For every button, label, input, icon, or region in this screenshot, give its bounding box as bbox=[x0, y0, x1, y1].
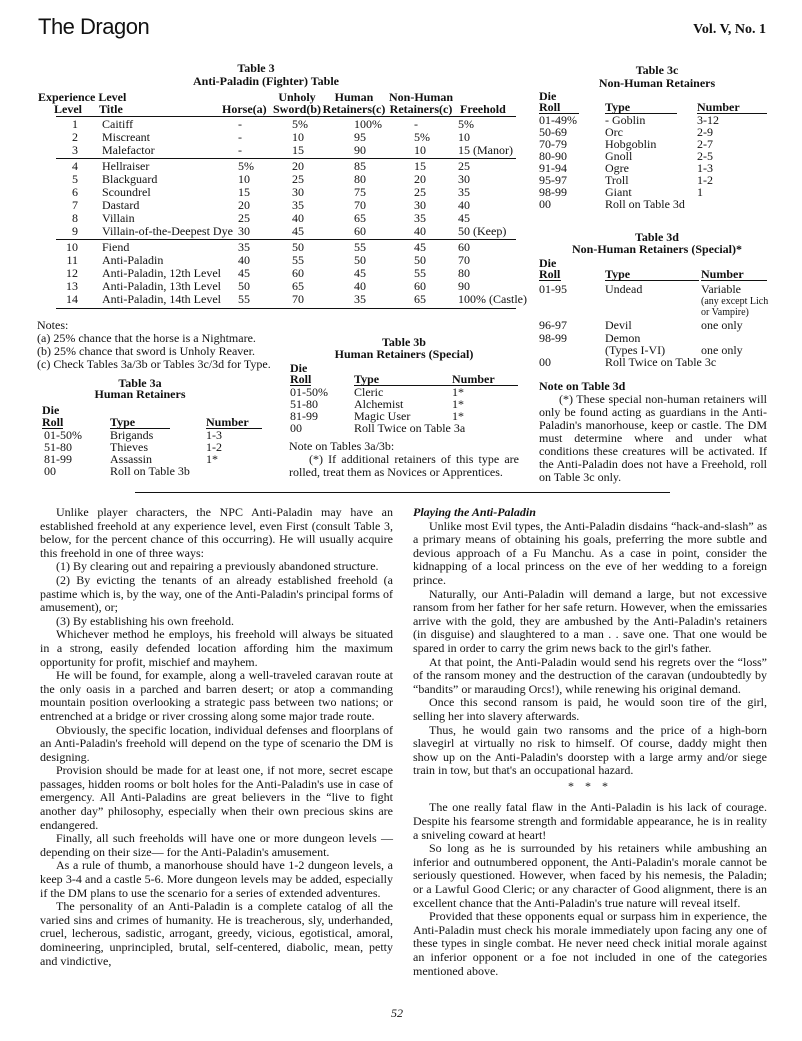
section-break-stars: * * * bbox=[568, 778, 612, 793]
cell-nonhuman-retainers: 10 bbox=[414, 143, 426, 157]
cell-roll: 01-49% bbox=[539, 113, 577, 127]
cell-nonhuman-retainers: 60 bbox=[414, 279, 426, 293]
cell-unholy-sword: 55 bbox=[292, 253, 304, 267]
cell-number: 1* bbox=[452, 409, 464, 423]
cell-unholy-sword: 15 bbox=[292, 143, 304, 157]
cell-type: Giant bbox=[605, 185, 632, 199]
magazine-title: The Dragon bbox=[38, 14, 150, 39]
cell-horse: 15 bbox=[238, 185, 250, 199]
paragraph: Provision should be made for at least one, if not more, secret escape passages, hidden rooms or bolt holes for the Anti-Paladin's use in case of emergency. All Anti-Paladins are great believers in the “live to fight another day” philosophy, especially when their own precious skins are endangered. bbox=[40, 763, 393, 832]
table-bottom-rule bbox=[56, 308, 516, 309]
col-horse: Horse(a) bbox=[222, 102, 267, 116]
cell-title: Dastard bbox=[102, 198, 140, 212]
table-3a bbox=[40, 377, 264, 477]
cell-level: 12 bbox=[66, 266, 78, 280]
cell-freehold: 30 bbox=[458, 172, 470, 186]
t3d-roll-2: 96-97 bbox=[539, 318, 567, 332]
table-3c-subtitle: Non-Human Retainers bbox=[598, 76, 716, 90]
cell-freehold: 10 bbox=[458, 130, 470, 144]
cell-roll: 00 bbox=[539, 197, 551, 211]
cell-unholy-sword: 10 bbox=[292, 130, 304, 144]
cell-unholy-sword: 35 bbox=[292, 198, 304, 212]
col-level: Level bbox=[54, 102, 82, 116]
right-column bbox=[413, 506, 767, 978]
t3d-number-1-note-a: (any except Lich bbox=[701, 296, 769, 307]
cell-nonhuman-retainers: 15 bbox=[414, 159, 426, 173]
cell-title: Blackguard bbox=[102, 172, 158, 186]
cell-roll: 00 bbox=[44, 464, 56, 478]
cell-unholy-sword: 50 bbox=[292, 240, 304, 254]
t3d-number-1-note-b: or Vampire) bbox=[701, 307, 749, 318]
cell-human-retainers: 35 bbox=[354, 292, 366, 306]
table-row bbox=[36, 144, 520, 157]
cell-level: 10 bbox=[66, 240, 78, 254]
cell-level: 3 bbox=[72, 143, 78, 157]
cell-roll: 98-99 bbox=[539, 185, 567, 199]
paragraph: Whichever method he employs, his freehold will always be situated in a strong, easily defended location affording him the maximum opportunity for profit, mischief and mayhem. bbox=[40, 627, 393, 669]
cell-nonhuman-retainers: 40 bbox=[414, 224, 426, 238]
paragraph: Obviously, the specific location, individual defenses and floorplans of an Anti-Paladin's freehold will depend on the type of scenario the DM is designing. bbox=[40, 722, 393, 764]
table-3-notes bbox=[37, 319, 277, 371]
table-3d bbox=[537, 231, 769, 371]
cell-human-retainers: 65 bbox=[354, 211, 366, 225]
paragraph: (2) By evicting the tenants of an already established freehold (a pastime which is, by the way, one of the Anti-Paladin's principal forms of amusement), or; bbox=[40, 572, 393, 615]
t3d-roll-1: 01-95 bbox=[539, 282, 567, 296]
table-3 bbox=[36, 61, 527, 312]
table-3a-title: Table 3a bbox=[118, 376, 162, 390]
col-number: Number bbox=[206, 416, 262, 429]
cell-roll: 51-80 bbox=[44, 440, 72, 454]
cell-type: Cleric bbox=[354, 385, 384, 399]
cell-freehold: 45 bbox=[458, 211, 470, 225]
table-3d-note bbox=[539, 380, 767, 484]
cell-horse: 45 bbox=[238, 266, 250, 280]
cell-type: Roll on Table 3d bbox=[605, 197, 685, 211]
paragraph: Once this second ransom is paid, he would soon tire of the girl, selling her into slavery afterwards. bbox=[413, 695, 767, 723]
cell-roll: 50-69 bbox=[539, 125, 567, 139]
cell-roll: 01-50% bbox=[290, 385, 328, 399]
col-die: Die bbox=[539, 256, 557, 270]
paragraph: Naturally, our Anti-Paladin will demand a large, but not excessive ransom from her father for her safe return. However, when the emissaries arrive with the gold, they are ambushed by the Anti-Paladin's retainers (in disguise) and slaughtered to a man . . save one. That one would be spared in order to carry the grim news back to the girl's father. bbox=[413, 586, 767, 655]
cell-horse: - bbox=[238, 143, 242, 157]
cell-title: Villain-of-the-Deepest Dye bbox=[102, 224, 233, 238]
cell-type: Alchemist bbox=[354, 397, 404, 411]
left-column bbox=[40, 506, 393, 968]
cell-roll: 70-79 bbox=[539, 137, 567, 151]
cell-roll: 51-80 bbox=[290, 397, 318, 411]
paragraph: Thus, he would gain two ransoms and the price of a high-born slavegirl at virtually no risk to himself. Of course, daddy might then show up on the Anti-Paladin's doorstep with a large army and/or siege train in tow, but that's an occupational hazard. bbox=[413, 722, 767, 778]
cell-nonhuman-retainers: 50 bbox=[414, 253, 426, 267]
cell-freehold: 5% bbox=[458, 117, 474, 131]
t3d-type-3-note: (Types I-VI) bbox=[605, 343, 666, 357]
cell-horse: 30 bbox=[238, 224, 250, 238]
table-3b-note bbox=[289, 440, 519, 479]
table-row bbox=[40, 465, 264, 478]
t3d-number-2: one only bbox=[701, 318, 743, 332]
cell-title: Miscreant bbox=[102, 130, 150, 144]
table-3c-title: Table 3c bbox=[635, 63, 679, 77]
cell-number: 2-9 bbox=[697, 125, 713, 139]
cell-level: 14 bbox=[66, 292, 78, 306]
cell-freehold: 15 (Manor) bbox=[458, 143, 513, 157]
table-3-title: Table 3 bbox=[237, 61, 275, 75]
table-row bbox=[537, 198, 767, 211]
cell-horse: 50 bbox=[238, 279, 250, 293]
cell-horse: - bbox=[238, 130, 242, 144]
cell-number: 1 bbox=[697, 185, 703, 199]
cell-freehold: 35 bbox=[458, 185, 470, 199]
cell-human-retainers: 85 bbox=[354, 159, 366, 173]
cell-level: 4 bbox=[72, 159, 78, 173]
col-experience: Experience Level bbox=[38, 90, 127, 104]
cell-unholy-sword: 60 bbox=[292, 266, 304, 280]
cell-number: 1-2 bbox=[206, 440, 222, 454]
cell-human-retainers: 45 bbox=[354, 266, 366, 280]
paragraph: (1) By clearing out and repairing a previously abandoned structure. bbox=[56, 559, 379, 574]
paragraph: So long as he is surrounded by his retainers while ambushing an inferior and outnumbered opponent, the Anti-Paladin's morale cannot be seriously questioned. However, when faced by his nemesis, the Paladin; or a Lawful Good Cleric; or any character of Good alignment, there is an excellent chance that the Anti-Paladin's true nature will reveal itself. bbox=[413, 841, 767, 910]
paragraph: Finally, all such freeholds will have one or more dungeon levels —depending on their size— for the Anti-Paladin's amusement. bbox=[40, 831, 393, 859]
cell-freehold: 60 bbox=[458, 240, 470, 254]
col-die: Die bbox=[539, 89, 557, 103]
cell-human-retainers: 50 bbox=[354, 253, 366, 267]
cell-number: 1-3 bbox=[206, 428, 222, 442]
cell-unholy-sword: 5% bbox=[292, 117, 308, 131]
cell-level: 6 bbox=[72, 185, 78, 199]
table-3b-note-text: (*) If additional retainers of this type are rolled, treat them as Novices or Apprentices. bbox=[289, 452, 519, 479]
paragraph: He will be found, for example, along a well-traveled caravan route at the only oasis in a parched and barren desert; or atop a commanding mountain position overlooking a strategic pass between two nations; or entrenched at a bridge or river crossing along some major trade route. bbox=[40, 668, 393, 723]
cell-unholy-sword: 65 bbox=[292, 279, 304, 293]
cell-human-retainers: 70 bbox=[354, 198, 366, 212]
cell-unholy-sword: 30 bbox=[292, 185, 304, 199]
paragraph: Unlike most Evil types, the Anti-Paladin disdains “hack-and-slash” as a primary means of obtaining his goals, preferring the more subtle and devious approach of a Fu Manchu. As a case in point, consider the kidnapping of a local princess on the eve of her wedding to a foreign prince. bbox=[413, 518, 767, 587]
cell-type: Brigands bbox=[110, 428, 154, 442]
cell-unholy-sword: 20 bbox=[292, 159, 304, 173]
cell-number: 1* bbox=[452, 397, 464, 411]
t3d-number-3: one only bbox=[701, 343, 743, 357]
t3d-type-4: Roll Twice on Table 3c bbox=[605, 355, 717, 369]
cell-number: 1* bbox=[452, 385, 464, 399]
col-unholy-sword: Unholy Sword(b) bbox=[272, 90, 321, 116]
table-row bbox=[36, 225, 520, 238]
cell-nonhuman-retainers: - bbox=[414, 117, 418, 131]
cell-horse: 55 bbox=[238, 292, 250, 306]
cell-human-retainers: 100% bbox=[354, 117, 382, 131]
cell-number: 1* bbox=[206, 452, 218, 466]
col-type: Type bbox=[605, 268, 699, 281]
cell-roll: 81-99 bbox=[290, 409, 318, 423]
cell-title: Malefactor bbox=[102, 143, 155, 157]
cell-level: 7 bbox=[72, 198, 78, 212]
col-number: Number bbox=[452, 373, 518, 386]
table-3b-body bbox=[288, 386, 520, 438]
cell-unholy-sword: 45 bbox=[292, 224, 304, 238]
col-roll: Roll bbox=[539, 267, 561, 281]
t3d-roll-3: 98-99 bbox=[539, 331, 567, 345]
cell-level: 11 bbox=[66, 253, 78, 267]
table-3b bbox=[288, 336, 520, 436]
col-human-retainers: Human Retainers(c) bbox=[322, 90, 386, 116]
paragraph: Provided that these opponents equal or surpass him in experience, the Anti-Paladin must check his morale immediately upon facing any one of these types in single combat. He never need check initial morale against an inferior opponent or a foe not included in one of the categories mentioned above. bbox=[413, 909, 767, 978]
table-row bbox=[36, 292, 527, 306]
cell-unholy-sword: 25 bbox=[292, 172, 304, 186]
cell-type: Hobgoblin bbox=[605, 137, 657, 151]
cell-freehold: 25 bbox=[458, 159, 470, 173]
cell-title: Anti-Paladin, 12th Level bbox=[102, 266, 221, 280]
col-type: Type bbox=[354, 373, 452, 386]
cell-roll: 95-97 bbox=[539, 173, 567, 187]
col-freehold: Freehold bbox=[460, 102, 506, 116]
cell-roll: 01-50% bbox=[44, 428, 82, 442]
col-nonhuman-retainers: Non-Human Retainers(c) bbox=[388, 90, 453, 116]
cell-type: Magic User bbox=[354, 409, 411, 423]
cell-freehold: 50 (Keep) bbox=[458, 224, 507, 238]
table-3b-note-title: Note on Tables 3a/3b: bbox=[289, 439, 395, 453]
paragraph: The one really fatal flaw in the Anti-Paladin is his lack of courage. Despite his fearsome strength and formidable appearance, he is in reality a sniveling coward at heart! bbox=[413, 800, 767, 842]
col-type: Type bbox=[110, 416, 170, 429]
cell-title: Fiend bbox=[102, 240, 130, 254]
cell-human-retainers: 60 bbox=[354, 224, 366, 238]
cell-type: Ogre bbox=[605, 161, 629, 175]
cell-title: Anti-Paladin, 13th Level bbox=[102, 279, 221, 293]
col-roll: Roll bbox=[290, 372, 312, 386]
cell-number: 1-3 bbox=[697, 161, 713, 175]
col-roll: Roll bbox=[539, 101, 579, 114]
cell-level: 1 bbox=[72, 117, 78, 131]
table-3a-subtitle: Human Retainers bbox=[94, 387, 186, 401]
cell-freehold: 90 bbox=[458, 279, 470, 293]
cell-type: - Goblin bbox=[605, 113, 646, 127]
cell-number: 2-5 bbox=[697, 149, 713, 163]
table-3b-title: Table 3b bbox=[382, 335, 426, 349]
cell-human-retainers: 90 bbox=[354, 143, 366, 157]
cell-human-retainers: 55 bbox=[354, 240, 366, 254]
cell-title: Hellraiser bbox=[102, 159, 150, 173]
table-3-body bbox=[36, 117, 527, 312]
table-3d-note-title: Note on Table 3d bbox=[539, 379, 626, 393]
cell-type: Gnoll bbox=[605, 149, 633, 163]
col-die: Die bbox=[42, 403, 60, 417]
cell-level: 2 bbox=[72, 130, 78, 144]
cell-horse: 25 bbox=[238, 211, 250, 225]
cell-roll: 80-90 bbox=[539, 149, 567, 163]
col-die: Die bbox=[290, 361, 308, 375]
cell-freehold: 100% (Castle) bbox=[458, 292, 527, 306]
cell-type: Orc bbox=[605, 125, 623, 139]
table-3-subtitle: Anti-Paladin (Fighter) Table bbox=[192, 74, 339, 88]
t3d-type-1: Undead bbox=[605, 282, 643, 296]
cell-horse: 35 bbox=[238, 240, 250, 254]
table-row bbox=[288, 422, 520, 435]
cell-nonhuman-retainers: 35 bbox=[414, 211, 426, 225]
cell-unholy-sword: 40 bbox=[292, 211, 304, 225]
col-type: Type bbox=[605, 101, 677, 114]
table-3d-title: Table 3d bbox=[635, 230, 679, 244]
table-3c-body bbox=[537, 114, 767, 220]
cell-horse: 20 bbox=[238, 198, 250, 212]
notes-heading: Notes: bbox=[37, 318, 69, 332]
cell-human-retainers: 75 bbox=[354, 185, 366, 199]
cell-nonhuman-retainers: 5% bbox=[414, 130, 430, 144]
cell-level: 8 bbox=[72, 211, 78, 225]
cell-type: Roll Twice on Table 3a bbox=[354, 421, 466, 435]
cell-human-retainers: 80 bbox=[354, 172, 366, 186]
cell-title: Caitiff bbox=[102, 117, 134, 131]
paragraph: As a rule of thumb, a manorhouse should have 1-2 dungeon levels, a keep 3-4 and a castle 5-6. More dungeon levels may be added, especially if the DM plans to use the scenario for a series of extended adventures. bbox=[40, 858, 393, 900]
cell-human-retainers: 95 bbox=[354, 130, 366, 144]
cell-unholy-sword: 70 bbox=[292, 292, 304, 306]
col-number: Number bbox=[697, 101, 767, 114]
paragraph: The personality of an Anti-Paladin is a complete catalog of all the varied sins and crimes of humanity. He is treacherous, sly, underhanded, cruel, lecherous, sadistic, arrogant, greedy, vicious, egotistical, amoral, domineering, unprincipled, brutal, self-centered, diabolic, mean, petty and vindictive, bbox=[40, 899, 393, 968]
cell-nonhuman-retainers: 20 bbox=[414, 172, 426, 186]
paragraph: At that point, the Anti-Paladin would send his regrets over the “loss” of the ransom money and the destruction of the caravan (undoubtedly by “bandits” or marauding Orcs!), while renewing his original demand. bbox=[413, 654, 767, 696]
col-title: Title bbox=[99, 102, 123, 116]
t3d-roll-4: 00 bbox=[539, 355, 551, 369]
paragraph: Unlike player characters, the NPC Anti-Paladin may have an established freehold at any experience level, even First (consult Table 3, below, for the percent chance of this occurring). He will usually acquire this freehold in one of three ways: bbox=[40, 505, 393, 560]
cell-number: 1-2 bbox=[697, 173, 713, 187]
cell-freehold: 40 bbox=[458, 198, 470, 212]
page-number: 52 bbox=[391, 1006, 403, 1020]
note-a: (a) 25% chance that the horse is a Nightmare. bbox=[37, 331, 256, 345]
table-3a-body bbox=[40, 429, 264, 481]
cell-type: Roll on Table 3b bbox=[110, 464, 190, 478]
cell-nonhuman-retainers: 55 bbox=[414, 266, 426, 280]
cell-level: 13 bbox=[66, 279, 78, 293]
cell-horse: 10 bbox=[238, 172, 250, 186]
table-3b-subtitle: Human Retainers (Special) bbox=[334, 347, 474, 361]
col-roll: Roll bbox=[42, 415, 64, 429]
cell-nonhuman-retainers: 30 bbox=[414, 198, 426, 212]
cell-number: 3-12 bbox=[697, 113, 719, 127]
cell-human-retainers: 40 bbox=[354, 279, 366, 293]
cell-level: 5 bbox=[72, 172, 78, 186]
table-3d-note-text: (*) These special non-human retainers will only be found acting as guardians in the Anti-Paladin's manorhouse, keep or castle. The DM must determine where and under what conditions these creatures will be activated. If the Anti-Paladin does not have a Freehold, roll on Table 3c only. bbox=[539, 392, 767, 484]
cell-freehold: 80 bbox=[458, 266, 470, 280]
col-number: Number bbox=[701, 268, 767, 281]
cell-type: Troll bbox=[605, 173, 629, 187]
note-c: (c) Check Tables 3a/3b or Tables 3c/3d for Type. bbox=[37, 357, 271, 371]
table-3c bbox=[537, 64, 767, 214]
cell-nonhuman-retainers: 25 bbox=[414, 185, 426, 199]
cell-title: Villain bbox=[102, 211, 135, 225]
t3d-type-3: Demon bbox=[605, 331, 641, 345]
cell-type: Thieves bbox=[110, 440, 148, 454]
cell-title: Anti-Paladin bbox=[102, 253, 164, 267]
note-b: (b) 25% chance that sword is Unholy Reaver. bbox=[37, 344, 255, 358]
cell-number: 2-7 bbox=[697, 137, 713, 151]
cell-nonhuman-retainers: 45 bbox=[414, 240, 426, 254]
cell-roll: 81-99 bbox=[44, 452, 72, 466]
cell-type: Assassin bbox=[110, 452, 153, 466]
cell-horse: - bbox=[238, 117, 242, 131]
cell-horse: 40 bbox=[238, 253, 250, 267]
cell-roll: 00 bbox=[290, 421, 302, 435]
cell-roll: 91-94 bbox=[539, 161, 567, 175]
paragraph: (3) By establishing his own freehold. bbox=[56, 613, 234, 628]
section-divider bbox=[135, 492, 670, 493]
cell-freehold: 70 bbox=[458, 253, 470, 267]
t3d-number-1: Variable bbox=[701, 282, 741, 296]
section-heading: Playing the Anti-Paladin bbox=[413, 505, 536, 519]
cell-title: Anti-Paladin, 14th Level bbox=[102, 292, 221, 306]
table-3d-subtitle: Non-Human Retainers (Special)* bbox=[572, 242, 742, 256]
cell-title: Scoundrel bbox=[102, 185, 151, 199]
cell-horse: 5% bbox=[238, 159, 254, 173]
volume-issue: Vol. V, No. 1 bbox=[693, 22, 766, 37]
t3d-type-2: Devil bbox=[605, 318, 632, 332]
cell-nonhuman-retainers: 65 bbox=[414, 292, 426, 306]
cell-level: 9 bbox=[72, 224, 78, 238]
